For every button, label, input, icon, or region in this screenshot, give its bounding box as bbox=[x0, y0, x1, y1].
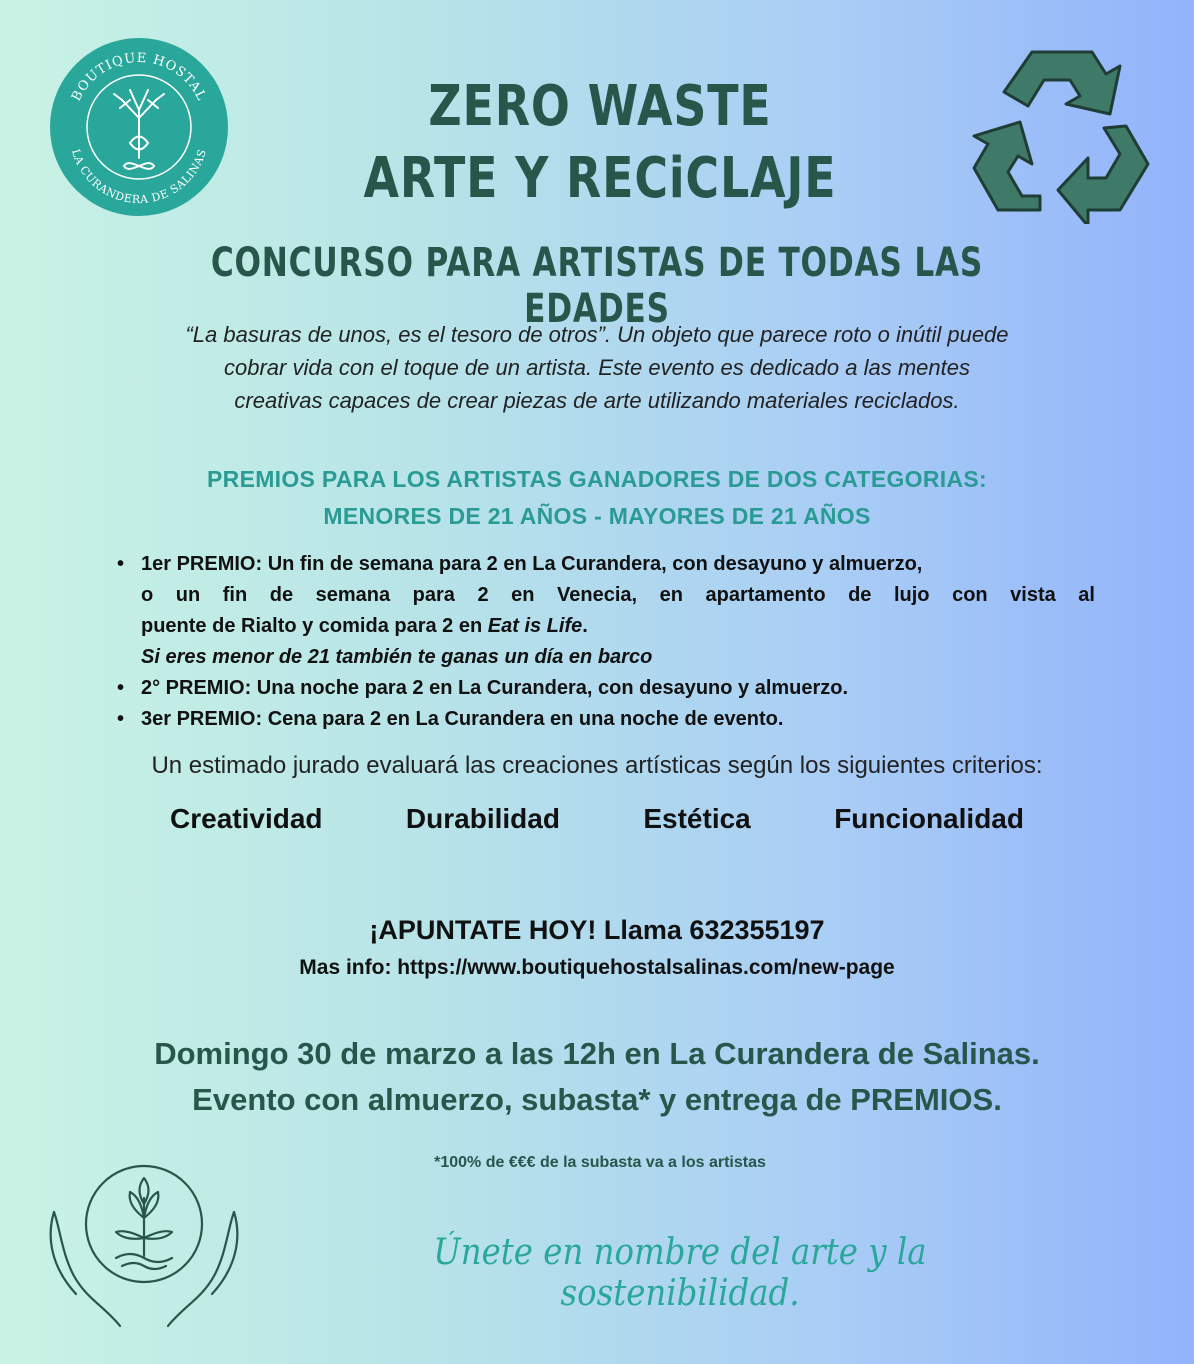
first-prize-line-1: • 1er PREMIO: Un fin de semana para 2 en La Curandera, con desayuno y almuerzo, bbox=[141, 553, 923, 575]
tree-woman-icon bbox=[50, 38, 228, 216]
call-to-action: ¡APUNTATE HOY! Llama 632355197 bbox=[369, 915, 825, 945]
criterion-estetica: Estética bbox=[643, 803, 751, 834]
first-prize-line-2: o un fin de semana para 2 en Venecia, en apartamento de lujo con vista al bbox=[141, 584, 1095, 606]
prizes-heading-1: PREMIOS PARA LOS ARTISTAS GANADORES DE DOS CATEGORIAS: bbox=[207, 466, 987, 492]
hostal-logo bbox=[50, 38, 228, 216]
logo-text-top: BOUTIQUE HOSTAL bbox=[69, 50, 209, 104]
first-prize-minor-note: Si eres menor de 21 también te ganas un día en barco bbox=[141, 646, 653, 668]
intro-line-2: cobrar vida con el toque de un artista. Este evento es dedicado a las mentes bbox=[223, 355, 970, 380]
first-prize-line-3-end: . bbox=[582, 615, 588, 637]
slogan: Únete en nombre del arte y la sostenibilidad. bbox=[433, 1232, 927, 1314]
title-line-1: ZERO WASTE bbox=[428, 74, 772, 139]
first-prize-item bbox=[115, 549, 1095, 673]
auction-footnote: *100% de €€€ de la subasta va a los artistas bbox=[434, 1154, 766, 1171]
criterion-funcionalidad: Funcionalidad bbox=[834, 803, 1024, 834]
first-prize-line-3-text: puente de Rialto y comida para 2 en bbox=[141, 615, 488, 637]
third-prize-item: • 3er PREMIO: Cena para 2 en La Curandera en una noche de evento. bbox=[115, 704, 1095, 735]
event-details-line: Evento con almuerzo, subasta* y entrega de PREMIOS. bbox=[192, 1082, 1002, 1117]
intro-line-1: “La basuras de unos, es el tesoro de otros”. Un objeto que parece roto o inútil puede bbox=[185, 322, 1009, 347]
jury-text: Un estimado jurado evaluará las creaciones artísticas según los siguientes criterios: bbox=[151, 752, 1043, 779]
svg-text:BOUTIQUE HOSTAL bbox=[69, 51, 209, 104]
first-prize-line-3 bbox=[141, 611, 1095, 642]
more-info-link[interactable]: Mas info: https://www.boutiquehostalsalinas.com/new-page bbox=[299, 956, 895, 979]
title-line-2: ARTE Y RECiCLAJE bbox=[363, 146, 837, 211]
hands-plant-icon bbox=[46, 1158, 242, 1334]
prizes-heading-2: MENORES DE 21 AÑOS - MAYORES DE 21 AÑOS bbox=[323, 503, 871, 529]
logo-text-bottom: LA CURANDERA DE SALINAS bbox=[69, 147, 209, 207]
criteria-row bbox=[150, 803, 1044, 835]
intro-paragraph bbox=[60, 318, 1134, 417]
event-date-line: Domingo 30 de marzo a las 12h en La Curandera de Salinas. bbox=[154, 1036, 1040, 1071]
criterion-creatividad: Creatividad bbox=[170, 803, 323, 834]
intro-line-3: creativas capaces de crear piezas de arte utilizando materiales reciclados. bbox=[234, 388, 960, 413]
eat-is-life-text: Eat is Life bbox=[487, 615, 583, 637]
criterion-durabilidad: Durabilidad bbox=[405, 803, 560, 834]
subtitle: CONCURSO PARA ARTISTAS DE TODAS LAS EDADES bbox=[210, 240, 984, 332]
recycle-icon bbox=[970, 40, 1154, 224]
prizes-list bbox=[115, 549, 1095, 735]
second-prize-item: • 2° PREMIO: Una noche para 2 en La Curandera, con desayuno y almuerzo. bbox=[115, 673, 1095, 704]
